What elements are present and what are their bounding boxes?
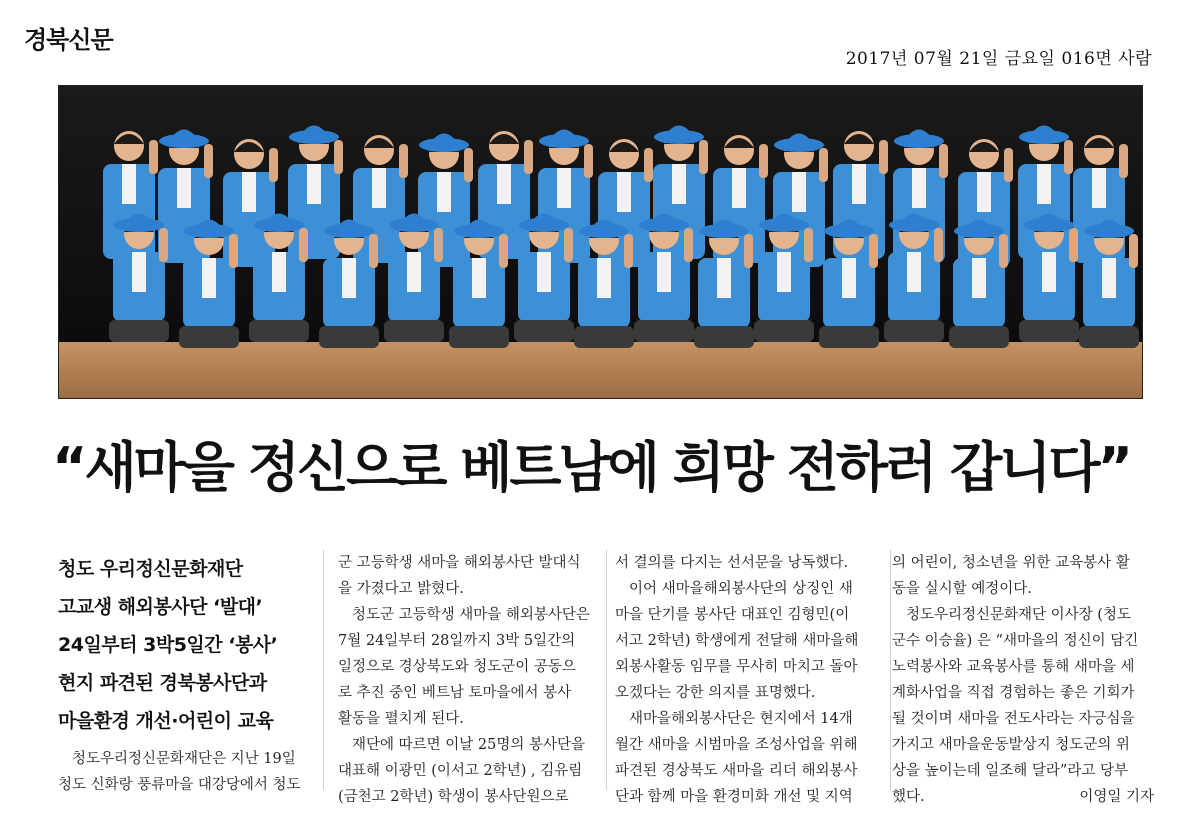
body-line: 상을 높이는데 일조해 달라”라고 당부 [892,763,1128,779]
article-body [58,550,1154,810]
body-line: 군 고등학생 새마을 해외봉사단 발대식 [338,555,581,571]
subheadline-line: 24일부터 3박5일간 ‘봉사’ [58,634,278,656]
body-line: 을 가졌다고 밝혔다. [338,581,464,597]
subheadline-line: 마을환경 개선·어린이 교육 [58,710,274,732]
body-line: 청도우리정신문화재단 이사장 (청도 [906,607,1131,623]
body-line: 월간 새마을 시범마을 조성사업을 위해 [615,737,858,753]
body-line: 가지고 새마을운동발상지 청도군의 위 [892,737,1130,753]
group-photo [58,85,1143,399]
body-line: 파견된 경상북도 새마을 리더 해외봉사 [615,763,858,779]
body-line: 로 추진 중인 베트남 토마을에서 봉사 [338,685,572,701]
article-headline: “새마을 정신으로 베트남에 희망 전하러 갑니다” [51,436,1131,499]
body-line: 서고 2학년) 학생에게 전달해 새마을해 [615,633,859,649]
column-2 [338,550,598,810]
body-line: (금천고 2학년) 학생이 봉사단원으로 [338,789,569,805]
body-line: 청도우리정신문화재단은 지난 19일 [72,751,296,767]
column-divider [323,550,324,790]
body-line: 새마을해외봉사단은 현지에서 14개 [629,711,853,727]
body-line: 청도군 고등학생 새마을 해외봉사단은 [352,607,590,623]
body-line: 계화사업을 직접 경험하는 좋은 기회가 [892,685,1135,701]
body-line: 활동을 펼치게 된다. [338,711,464,727]
body-line: 외봉사활동 임무를 무사히 마치고 돌아 [615,659,858,675]
column-divider [606,550,607,790]
column-4 [892,550,1154,810]
body-line: 재단에 따르면 이날 25명의 봉사단을 [352,737,585,753]
body-line: 일정으로 경상북도와 청도군이 공동으 [338,659,576,675]
body-line: 될 것이며 새마을 전도사라는 자긍심을 [892,711,1135,727]
column-divider [890,550,891,790]
reporter-byline: 이영일 기자 [1079,789,1154,805]
body-line: 마을 단기를 봉사단 대표인 김형민(이 [615,607,850,623]
body-line: 이어 새마을해외봉사단의 상징인 새 [629,581,853,597]
subheadline-block [58,550,308,740]
subheadline-line: 청도 우리정신문화재단 [58,558,243,580]
body-line: 서 결의를 다지는 선서문을 낭독했다. [615,555,849,571]
body-line: 오겠다는 강한 의지를 표명했다. [615,685,816,701]
newspaper-masthead: 경북신문 [24,26,113,54]
body-line: 의 어린이, 청소년을 위한 교육봉사 활 [892,555,1130,571]
subheadline-line: 현지 파견된 경북봉사단과 [58,672,267,694]
subheadline-line: 고교생 해외봉사단 ‘발대’ [58,596,263,618]
body-line: 단과 함께 마을 환경미화 개선 및 지역 [615,789,853,805]
body-line: 대표해 이광민 (이서고 2학년) , 김유림 [338,763,583,779]
body-line: 동을 실시할 예정이다. [892,581,1032,597]
body-line: 7월 24일부터 28일까지 3박 5일간의 [338,633,576,649]
column-3 [615,550,885,810]
body-line: 노력봉사와 교육봉사를 통해 새마을 세 [892,659,1135,675]
column-1 [58,550,308,798]
body-line: 했다. [892,789,925,805]
group-photo-image [59,86,1142,398]
body-line: 청도 신화랑 풍류마을 대강당에서 청도 [58,777,301,793]
body-line: 군수 이승율) 은 “새마을의 정신이 담긴 [892,633,1139,649]
publication-dateline: 2017년 07월 21일 금요일 016면 사람 [845,49,1152,69]
